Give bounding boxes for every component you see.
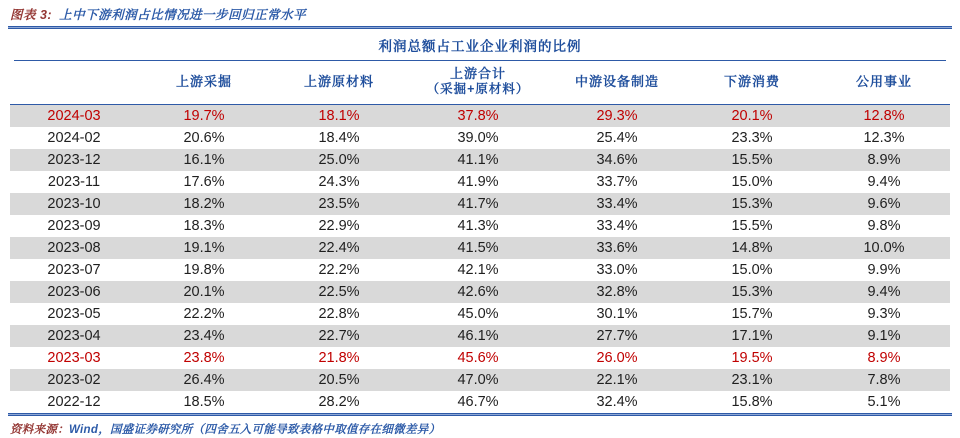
row-value: 9.1% [867, 327, 901, 344]
row-value: 15.0% [731, 261, 773, 278]
row-value: 15.5% [731, 151, 773, 168]
table-row [10, 149, 950, 171]
row-value: 21.8% [318, 349, 360, 366]
row-value: 9.3% [867, 305, 901, 322]
row-value: 46.7% [457, 393, 499, 410]
source-text: Wind，国盛证券研究所（四舍五入可能导致表格中取值存在细微差异） [69, 423, 441, 436]
table-row [10, 193, 950, 215]
row-value: 19.8% [183, 261, 225, 278]
figure-label: 图表 3: [10, 8, 53, 22]
row-value: 25.0% [318, 151, 360, 168]
source-note [0, 416, 960, 437]
row-value: 30.1% [596, 305, 638, 322]
row-value: 29.3% [596, 107, 638, 124]
row-value: 33.0% [596, 261, 638, 278]
column-header-upstream-total [408, 61, 548, 104]
row-value: 19.7% [183, 107, 225, 124]
figure-name: 上中下游利润占比情况进一步回归正常水平 [59, 8, 307, 22]
row-value: 37.8% [457, 107, 499, 124]
row-date: 2024-03 [47, 107, 101, 124]
table-row [10, 369, 950, 391]
row-value: 8.9% [867, 151, 901, 168]
header-row [10, 61, 950, 104]
table-row [10, 391, 950, 413]
row-value: 41.9% [457, 173, 499, 190]
row-value: 20.6% [183, 129, 225, 146]
row-value: 7.8% [867, 371, 901, 388]
column-header-utilities [818, 61, 950, 104]
row-value: 22.9% [318, 217, 360, 234]
table-row [10, 171, 950, 193]
row-date: 2024-02 [47, 129, 101, 146]
row-value: 47.0% [457, 371, 499, 388]
row-value: 14.8% [731, 239, 773, 256]
row-value: 20.1% [183, 283, 225, 300]
row-value: 15.3% [731, 283, 773, 300]
column-header-sublabel: （采掘+原材料） [426, 82, 530, 97]
row-value: 41.5% [457, 239, 499, 256]
row-value: 8.9% [867, 349, 901, 366]
row-value: 23.5% [318, 195, 360, 212]
row-value: 46.1% [457, 327, 499, 344]
row-date: 2023-04 [47, 327, 101, 344]
row-value: 19.1% [183, 239, 225, 256]
row-value: 17.6% [183, 173, 225, 190]
row-value: 17.1% [731, 327, 773, 344]
table-body [10, 104, 950, 413]
column-header-label: 上游合计 [449, 66, 506, 81]
table-row [10, 127, 950, 149]
row-value: 20.1% [731, 107, 773, 124]
table-row [10, 104, 950, 127]
row-value: 22.5% [318, 283, 360, 300]
row-value: 45.6% [457, 349, 499, 366]
row-value: 22.4% [318, 239, 360, 256]
row-value: 33.7% [596, 173, 638, 190]
table-row [10, 259, 950, 281]
row-value: 45.0% [457, 305, 499, 322]
row-date: 2023-09 [47, 217, 101, 234]
table-header [10, 61, 950, 104]
row-value: 18.4% [318, 129, 360, 146]
row-value: 32.8% [596, 283, 638, 300]
column-header-upstream-materials [270, 61, 408, 104]
row-value: 42.1% [457, 261, 499, 278]
column-header-label: 公用事业 [855, 73, 912, 89]
column-header-downstream-consumer [686, 61, 818, 104]
row-value: 26.4% [183, 371, 225, 388]
row-value: 42.6% [457, 283, 499, 300]
row-date: 2023-10 [47, 195, 101, 212]
profit-share-table [10, 61, 950, 413]
column-header-label: 上游原材料 [303, 73, 374, 89]
row-value: 15.0% [731, 173, 773, 190]
row-value: 23.4% [183, 327, 225, 344]
table-row [10, 281, 950, 303]
row-value: 10.0% [863, 239, 905, 256]
row-value: 22.8% [318, 305, 360, 322]
row-value: 23.1% [731, 371, 773, 388]
row-value: 28.2% [318, 393, 360, 410]
row-date: 2023-06 [47, 283, 101, 300]
table-row [10, 347, 950, 369]
row-value: 22.2% [318, 261, 360, 278]
row-value: 27.7% [596, 327, 638, 344]
row-value: 9.4% [867, 173, 901, 190]
row-value: 18.3% [183, 217, 225, 234]
table-row [10, 325, 950, 347]
row-value: 33.4% [596, 195, 638, 212]
row-value: 15.8% [731, 393, 773, 410]
row-value: 18.2% [183, 195, 225, 212]
row-value: 25.4% [596, 129, 638, 146]
column-header-label: 下游消费 [723, 73, 780, 89]
row-date: 2023-12 [47, 151, 101, 168]
row-value: 32.4% [596, 393, 638, 410]
row-value: 23.8% [183, 349, 225, 366]
row-value: 18.1% [318, 107, 360, 124]
row-value: 15.7% [731, 305, 773, 322]
source-label: 资料来源： [10, 423, 69, 436]
column-header-midstream-equipment [548, 61, 686, 104]
row-value: 15.3% [731, 195, 773, 212]
row-date: 2023-03 [47, 349, 101, 366]
row-value: 33.6% [596, 239, 638, 256]
row-value: 23.3% [731, 129, 773, 146]
row-date: 2023-05 [47, 305, 101, 322]
row-date: 2023-11 [47, 173, 101, 190]
row-value: 26.0% [596, 349, 638, 366]
row-value: 41.7% [457, 195, 499, 212]
row-value: 9.4% [867, 283, 901, 300]
table-row [10, 303, 950, 325]
row-value: 19.5% [731, 349, 773, 366]
row-value: 33.4% [596, 217, 638, 234]
row-value: 9.9% [867, 261, 901, 278]
figure-title [0, 0, 960, 26]
row-value: 41.3% [457, 217, 499, 234]
row-value: 24.3% [318, 173, 360, 190]
table-group-header: 利润总额占工业企业利润的比例 [378, 39, 582, 54]
row-value: 12.8% [863, 107, 905, 124]
row-date: 2023-07 [47, 261, 101, 278]
table-row [10, 215, 950, 237]
row-value: 18.5% [183, 393, 225, 410]
row-value: 22.7% [318, 327, 360, 344]
row-value: 12.3% [863, 129, 905, 146]
row-date: 2023-02 [47, 371, 101, 388]
row-value: 22.2% [183, 305, 225, 322]
row-value: 41.1% [457, 151, 499, 168]
row-value: 39.0% [457, 129, 499, 146]
row-value: 9.6% [867, 195, 901, 212]
row-value: 5.1% [867, 393, 901, 410]
column-header-upstream-mining [138, 61, 270, 104]
row-date: 2022-12 [47, 393, 101, 410]
row-date: 2023-08 [47, 239, 101, 256]
row-value: 16.1% [183, 151, 225, 168]
row-value: 34.6% [596, 151, 638, 168]
table-row [10, 237, 950, 259]
row-value: 15.5% [731, 217, 773, 234]
column-header-label: 上游采掘 [175, 73, 232, 89]
row-value: 20.5% [318, 371, 360, 388]
row-value: 22.1% [596, 371, 638, 388]
row-value: 9.8% [867, 217, 901, 234]
date-column-header [10, 61, 138, 104]
column-header-label: 中游设备制造 [574, 73, 659, 89]
